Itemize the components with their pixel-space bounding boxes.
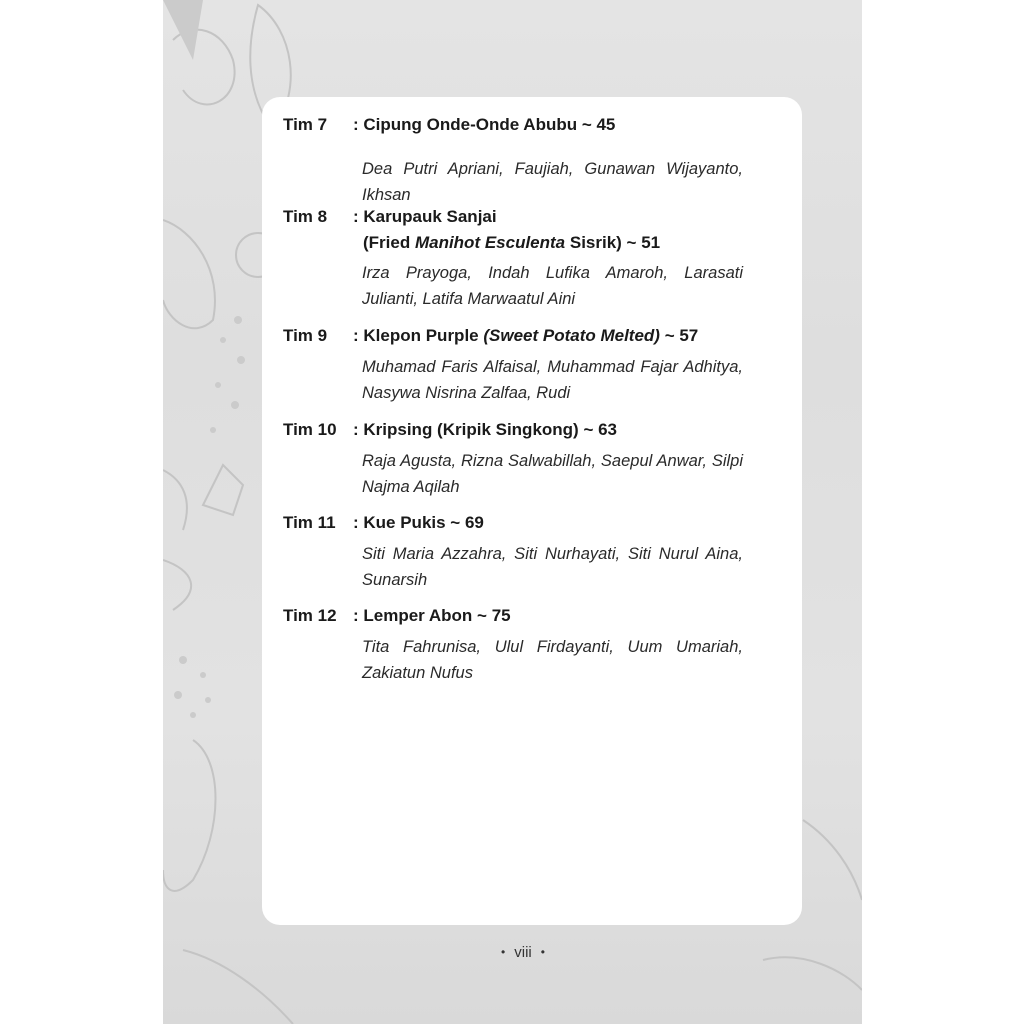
team-members: Irza Prayoga, Indah Lufika Amaroh, Larasati Julianti, Latifa Marwaatul Aini xyxy=(362,264,743,308)
page-number-text: viii xyxy=(514,944,532,961)
team-label: Tim 12 xyxy=(283,606,337,625)
team-members: Dea Putri Apriani, Faujiah, Gunawan Wijayanto, Ikhsan xyxy=(362,160,743,204)
team-label: Tim 11 xyxy=(283,513,336,532)
team-members: Tita Fahrunisa, Ulul Firdayanti, Uum Umariah, Zakiatun Nufus xyxy=(362,638,743,682)
team-label: Tim 9 xyxy=(283,326,328,345)
team-members: Raja Agusta, Rizna Salwabillah, Saepul Anwar, Silpi Najma Aqilah xyxy=(362,452,743,496)
recipe-title: : Lemper Abon ~ 75 xyxy=(353,606,511,625)
bullet-left: • xyxy=(501,945,506,959)
team-label: Tim 8 xyxy=(283,207,328,226)
bullet-right: • xyxy=(540,945,545,959)
team-members: Muhamad Faris Alfaisal, Muhammad Fajar Adhitya, Nasywa Nisrina Zalfaa, Rudi xyxy=(362,358,743,402)
team-label: Tim 7 xyxy=(283,115,328,134)
recipe-title xyxy=(353,204,753,256)
recipe-title: : Cipung Onde-Onde Abubu ~ 45 xyxy=(353,115,616,134)
team-label: Tim 10 xyxy=(283,420,337,439)
book-page xyxy=(163,0,862,1024)
team-members: Siti Maria Azzahra, Siti Nurhayati, Siti Nurul Aina, Sunarsih xyxy=(362,545,743,589)
recipe-title-line1: : Karupauk Sanjai xyxy=(353,207,497,226)
recipe-title: : Kue Pukis ~ 69 xyxy=(353,513,484,532)
recipe-title: : Klepon Purple (Sweet Potato Melted) ~ 57 xyxy=(353,326,699,345)
content-card xyxy=(262,97,802,925)
recipe-title: : Kripsing (Kripik Singkong) ~ 63 xyxy=(353,420,617,439)
recipe-title-line2: (Fried Manihot Esculenta Sisrik) ~ 51 xyxy=(363,233,661,252)
page-number xyxy=(473,944,573,961)
